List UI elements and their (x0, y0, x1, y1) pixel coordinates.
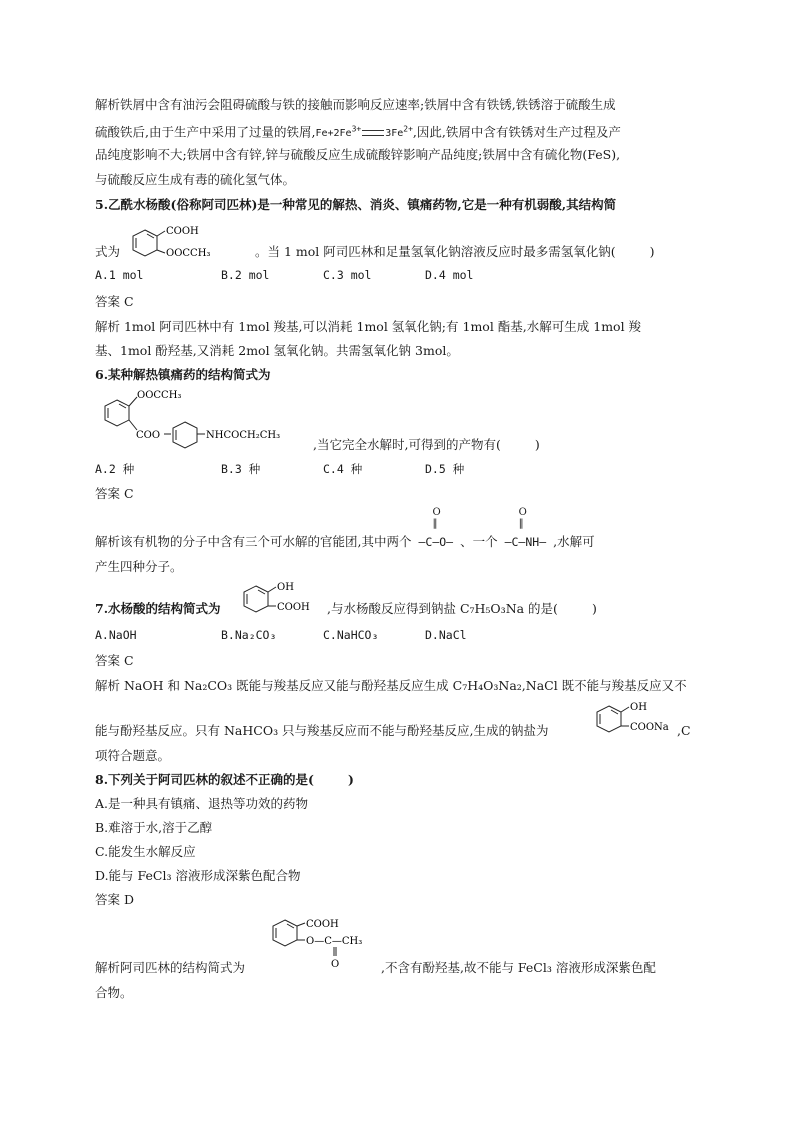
q6-answer: 答案 C (95, 486, 134, 501)
q6-option-c: C.4 种 (323, 462, 363, 476)
q8-explanation-line1-start: 解析阿司匹林的结构简式为 (95, 960, 246, 975)
aspirin2-cooh-label: COOH (306, 919, 339, 930)
equation-right: $3Fe^{2+}$ (385, 125, 413, 140)
q7-explanation-line2-end: ,C (677, 723, 691, 738)
q6-option-a: A.2 种 (95, 462, 135, 476)
equals-sign (362, 130, 384, 136)
q7-option-b: B.Na₂CO₃ (221, 628, 277, 642)
q5-explanation-line2: 基、1mol 酚羟基,又消耗 2mol 氢氧化钠。共需氢氧化钠 3mol。 (95, 343, 459, 358)
p1-line2 (95, 121, 621, 143)
salicylic-cooh-label: COOH (277, 602, 310, 613)
amide-group: O ‖ —C—NH— (504, 507, 547, 549)
q7-answer: 答案 C (95, 653, 134, 668)
aspirin2-chain-label: O—C—CH₃ (306, 936, 363, 947)
p1-line2-start: 硫酸铁后,由于生产中采用了过量的铁屑, (95, 124, 316, 140)
q6-stem: 6.某种解热镇痛药的结构简式为 (95, 367, 271, 382)
analgesic-top-label: OOCCH₃ (137, 390, 182, 401)
q8-explanation-line1-end: ,不含有酚羟基,故不能与 FeCl₃ 溶液形成深紫色配 (381, 960, 656, 975)
aspirin-structure-2 (267, 914, 387, 974)
q6-stem-tail: ,当它完全水解时,可得到的产物有( ) (313, 437, 540, 452)
q8-option-d: D.能与 FeCl₃ 溶液形成深紫色配合物 (95, 868, 301, 883)
q7-option-c: C.NaHCO₃ (323, 628, 379, 642)
q8-option-c: C.能发生水解反应 (95, 844, 196, 859)
q7-explanation-line3: 项符合题意。 (95, 748, 171, 763)
aspirin-ester-label: OOCCH₃ (166, 248, 211, 259)
q5-stem-line2: 。当 1 mol 阿司匹林和足量氢氧化钠溶液反应时最多需氢氧化钠( ) (255, 244, 655, 259)
q6-explanation-line2: 产生四种分子。 (95, 559, 183, 574)
q5-option-a: A.1 mol (95, 268, 144, 282)
q5-option-b: B.2 mol (221, 268, 270, 282)
salicylic-oh-label: OH (277, 582, 294, 593)
q8-stem: 8.下列关于阿司匹林的叙述不正确的是( ) (95, 772, 354, 787)
q5-answer: 答案 C (95, 294, 134, 309)
aspirin-cooh-label: COOH (166, 226, 199, 237)
analgesic-amide-label: NHCOCH₂CH₃ (206, 430, 281, 441)
analgesic-coo-label: COO (136, 430, 161, 441)
q8-option-b: B.难溶于水,溶于乙醇 (95, 820, 213, 835)
q7-explanation-line1: 解析 NaOH 和 Na₂CO₃ 既能与羧基反应又能与酚羟基反应生成 C₇H₄O₃Na₂,NaCl 既不能与羧基反应又不 (95, 678, 687, 693)
q5-option-d: D.4 mol (425, 268, 474, 282)
p1-line3: 品纯度影响不大;铁屑中含有锌,锌与硫酸反应生成硫酸锌影响产品纯度;铁屑中含有硫化物(FeS), (95, 147, 621, 162)
q6-option-b: B.3 种 (221, 462, 261, 476)
p1-line2-end: ,因此,铁屑中含有铁锈对生产过程及产 (412, 124, 621, 140)
q8-answer: 答案 D (95, 892, 134, 907)
q6-option-d: D.5 种 (425, 462, 465, 476)
aspirin-structure (127, 222, 252, 264)
q8-option-a: A.是一种具有镇痛、退热等功效的药物 (95, 796, 309, 811)
p1-line4: 与硫酸反应生成有毒的硫化氢气体。 (95, 172, 296, 187)
aspirin2-carbonyl-oxygen: O (331, 959, 340, 970)
q8-explanation-line2: 合物。 (95, 985, 133, 1000)
sodium-salicylate-oh-label: OH (630, 702, 647, 713)
q7-option-a: A.NaOH (95, 628, 137, 642)
q5-option-c: C.3 mol (323, 268, 372, 282)
equation-left: $Fe+2Fe^{3+}$ (315, 125, 362, 140)
q7-explanation-line2: 能与酚羟基反应。只有 NaHCO₃ 只与羧基反应而不能与酚羟基反应,生成的钠盐为 (95, 723, 549, 738)
q7-stem-start: 7.水杨酸的结构简式为 (95, 601, 221, 616)
sodium-salicylate-coona-label: COONa (630, 722, 669, 733)
ester-group-oxygen: O ‖ (432, 507, 441, 529)
q5-stem-line1: 5.乙酰水杨酸(俗称阿司匹林)是一种常见的解热、消炎、镇痛药物,它是一种有机弱酸,其结构简 (95, 197, 617, 212)
q5-stem-line2-start: 式为 (95, 244, 121, 259)
amide-group-oxygen: O ‖ (518, 507, 527, 529)
q7-stem-end: ,与水杨酸反应得到钠盐 C₇H₅O₃Na 的是( ) (327, 601, 597, 616)
q6-explanation-line1: 解析该有机物的分子中含有三个可水解的官能团,其中两个 O ‖ —C—O— 、一个 O ‖ —C—NH— ,水解可 (95, 507, 595, 549)
ester-group: O ‖ —C—O— (418, 507, 454, 549)
analgesic-structure (99, 386, 319, 454)
q7-option-d: D.NaCl (425, 628, 467, 642)
p1-line1: 解析铁屑中含有油污会阻碍硫酸与铁的接触而影响反应速率;铁屑中含有铁锈,铁锈溶于硫酸生成 (95, 97, 616, 112)
sodium-salicylate-structure (591, 700, 691, 740)
q5-explanation-line1: 解析 1mol 阿司匹林中有 1mol 羧基,可以消耗 1mol 氢氧化钠;有 1mol 酯基,水解可生成 1mol 羧 (95, 319, 642, 334)
salicylic-acid-structure (238, 580, 328, 620)
